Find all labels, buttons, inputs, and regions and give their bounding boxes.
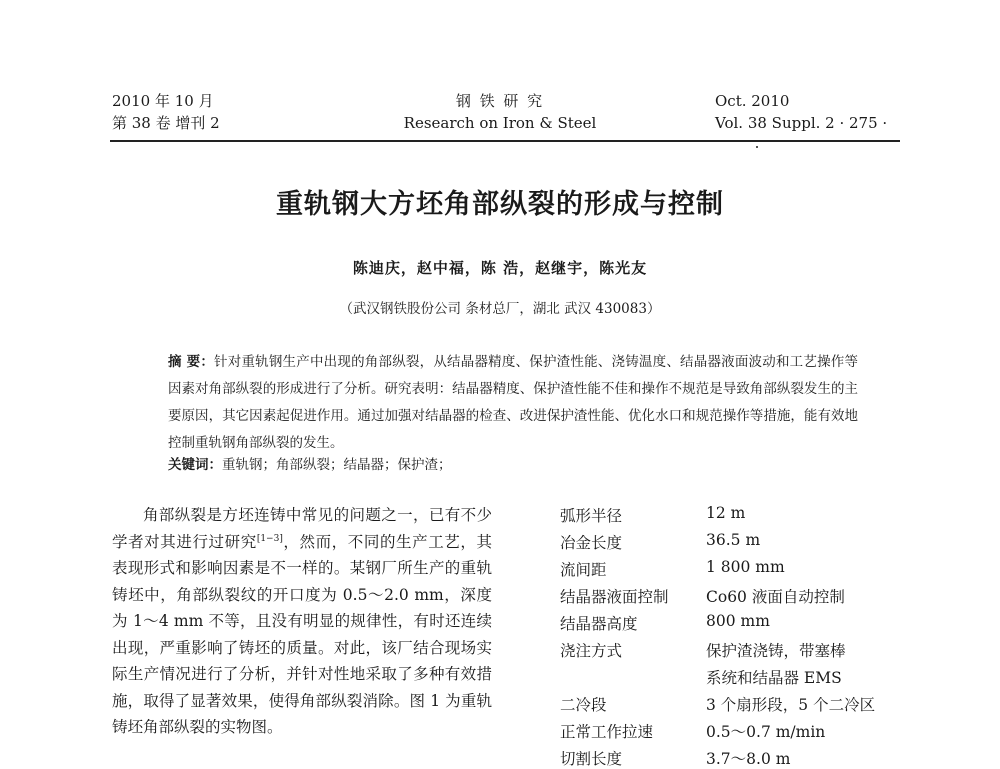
journal-name-english: Research on Iron & Steel (403, 114, 597, 132)
keywords-text: 重轨钢；角部纵裂；结晶器；保护渣； (222, 457, 452, 473)
param-value: 0.5～0.7 m/min (706, 723, 826, 741)
affiliation: （武汉钢铁股份公司 条材总厂，湖北 武汉 430083） (339, 301, 661, 317)
param-name: 浇注方式 (560, 642, 623, 660)
scan-speck (756, 146, 758, 148)
param-value: 系统和结晶器 EMS (706, 669, 842, 687)
body-paragraph (112, 502, 492, 741)
param-name: 结晶器高度 (560, 615, 638, 633)
param-value: 3.7～8.0 m (706, 750, 791, 768)
param-value: Co60 液面自动控制 (706, 588, 845, 606)
param-value: 1 800 mm (706, 558, 785, 576)
body-text-1: 角部纵裂是方坯连铸中常见的问题之一，已有不少学者对其进行过研究 (112, 506, 492, 551)
param-value: 12 m (706, 504, 746, 522)
citation-ref: [1−3] (256, 533, 283, 544)
abstract-text: 针对重轨钢生产中出现的角部纵裂，从结晶器精度、保护渣性能、浇铸温度、结晶器液面波动和工艺操作等因素对角部纵裂的形成进行了分析。研究表明：结晶器精度、保护渣性能不佳和操作不规范是导致角部纵裂发生的主要原因，其它因素起促进作用。通过加强对结晶器的检查、改进保护渣性能、优化水口和规范操作等措施，能有效地控制重轨钢角部纵裂的发生。 (168, 354, 859, 451)
param-name: 切割长度 (560, 750, 623, 768)
param-name: 结晶器液面控制 (560, 588, 669, 606)
volume-supplement: 第 38 卷 增刊 2 (112, 114, 220, 132)
author-list: 陈迪庆，赵中福，陈 浩，赵继宇，陈光友 (352, 259, 648, 277)
issue-date-english: Oct. 2010 (715, 92, 790, 110)
param-value: 800 mm (706, 612, 770, 630)
param-name: 正常工作拉速 (560, 723, 654, 741)
header-rule (110, 140, 900, 142)
keywords-label: 关键词： (168, 457, 222, 473)
volume-page-number: Vol. 38 Suppl. 2 · 275 · (715, 114, 888, 132)
abstract (168, 349, 858, 457)
param-name: 二冷段 (560, 696, 607, 714)
param-name: 弧形半径 (560, 507, 623, 525)
issue-date: 2010 年 10 月 (112, 92, 214, 110)
paper-title: 重轨钢大方坯角部纵裂的形成与控制 (276, 189, 724, 220)
param-name: 流间距 (560, 561, 607, 579)
journal-name-chinese: 钢 铁 研 究 (455, 92, 545, 110)
keywords (168, 453, 452, 473)
param-value: 3 个扇形段，5 个二冷区 (706, 696, 876, 714)
param-name: 冶金长度 (560, 534, 623, 552)
abstract-label: 摘 要： (168, 354, 215, 370)
param-value: 保护渣浇铸，带塞棒 (706, 642, 846, 660)
body-text-2: ，然而，不同的生产工艺，其表现形式和影响因素是不一样的。某钢厂所生产的重轨铸坯中，角部纵裂纹的开口度为 0.5～2.0 mm，深度为 1～4 mm 不等，且没有明显的规律性，有时还连续出现，严重影响了铸坯的质量。对此，该厂结合现场实际生产情况进行了分析，并针对性地采取了多种有效措施，取得了显著效果，使得角部纵裂消除。图 1 为重轨铸坯角部纵裂的实物图。 (112, 532, 492, 736)
param-value: 36.5 m (706, 531, 761, 549)
journal-issue-page (715, 90, 887, 134)
